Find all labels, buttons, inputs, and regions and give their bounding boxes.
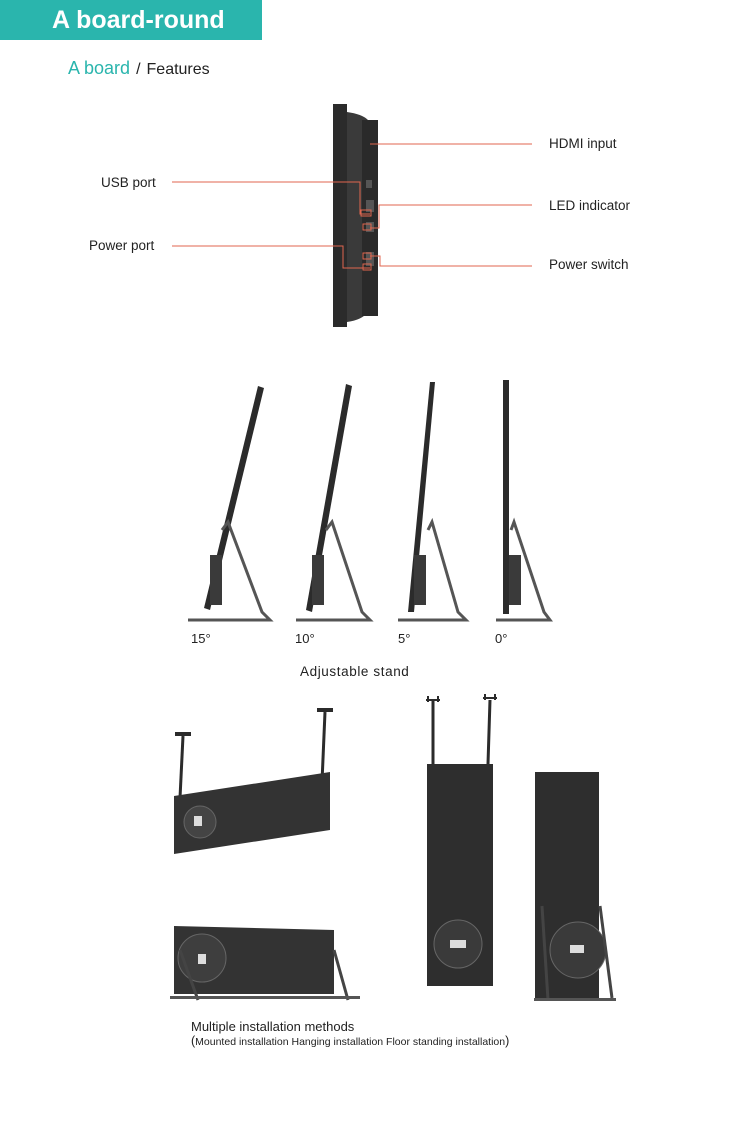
angle-10-label: 10°	[295, 631, 315, 646]
angle-0-label: 0°	[495, 631, 508, 646]
stand-0-degree	[496, 380, 550, 620]
angle-5-label: 5°	[398, 631, 411, 646]
section-label: Features	[146, 61, 210, 78]
hanging-landscape	[174, 708, 333, 854]
angle-15-label: 15°	[191, 631, 211, 646]
power-port-label: Power port	[89, 238, 155, 253]
hanging-portrait	[426, 694, 497, 986]
page-title: A board-round	[52, 6, 225, 34]
brand-label: A board	[68, 58, 131, 78]
hdmi-input-label: HDMI input	[549, 136, 617, 151]
close-paren: )	[505, 1034, 510, 1048]
led-indicator-label: LED indicator	[549, 198, 631, 213]
separator: /	[136, 61, 141, 78]
stand-5-degree	[398, 382, 466, 620]
floor-landscape	[170, 926, 360, 1000]
installation-title: Multiple installation methods	[191, 1019, 355, 1034]
power-switch-label: Power switch	[549, 257, 629, 272]
stand-caption: Adjustable stand	[300, 664, 410, 679]
stand-10-degree	[296, 384, 370, 620]
usb-port-label: USB port	[101, 175, 156, 190]
stand-15-degree	[188, 386, 270, 620]
open-paren: (	[191, 1034, 196, 1048]
installation-methods	[191, 1034, 509, 1048]
floor-portrait	[534, 772, 616, 1001]
methods-list: Mounted installation Hanging installation Floor standing installation	[195, 1036, 506, 1048]
